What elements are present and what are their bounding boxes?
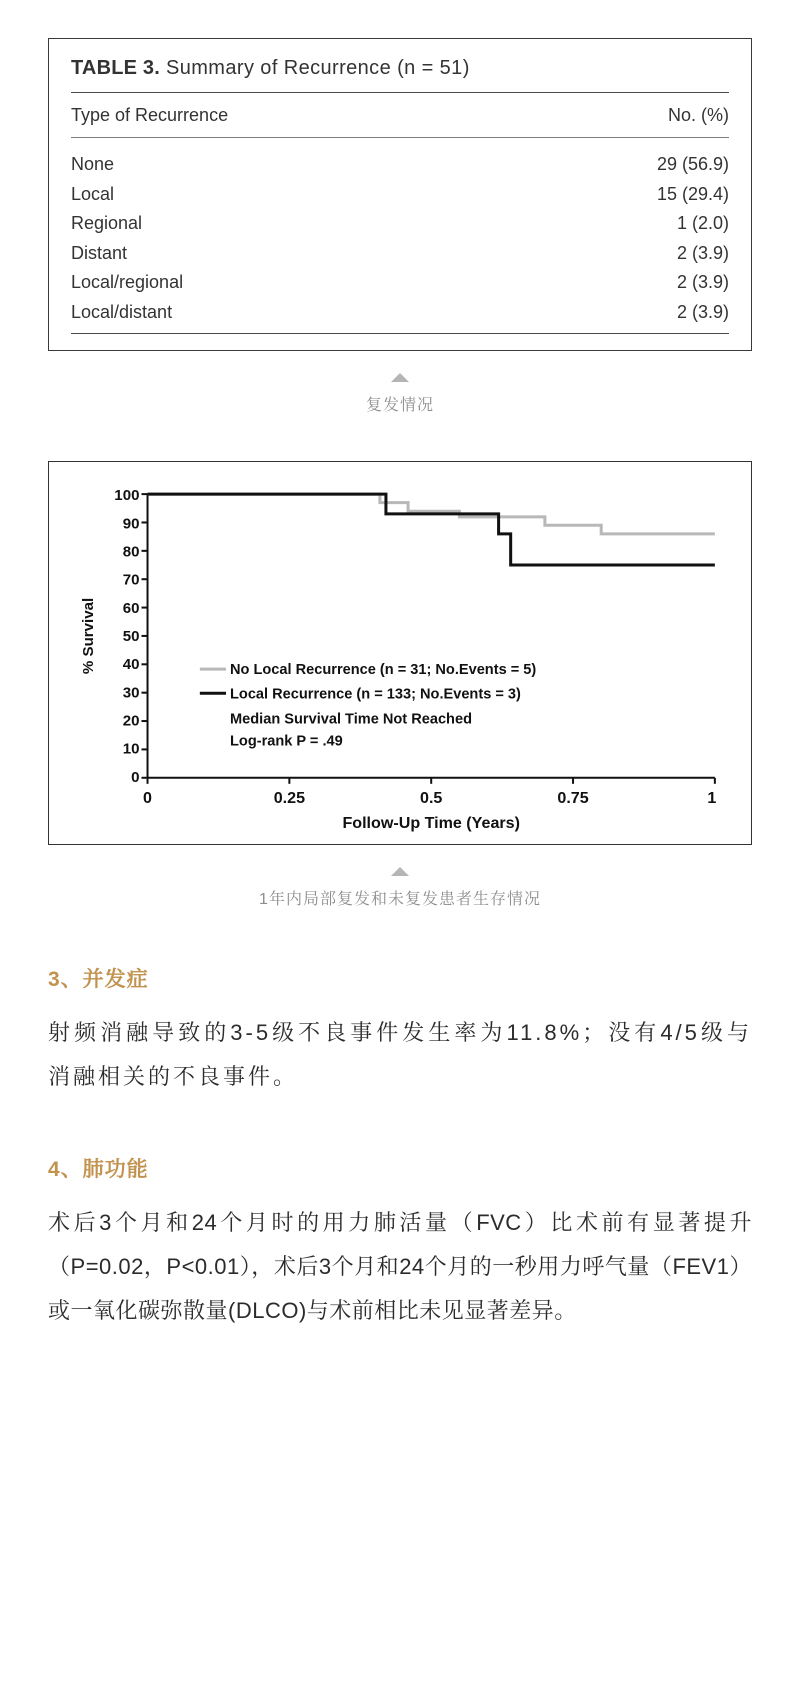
svg-text:0.5: 0.5 [420, 789, 443, 808]
svg-text:30: 30 [122, 684, 140, 702]
cell-type: Regional [71, 213, 143, 234]
table-row [71, 209, 729, 239]
table-title [71, 57, 729, 92]
cell-value: 2 (3.9) [676, 301, 729, 322]
svg-text:90: 90 [122, 515, 140, 533]
cell-type: Local/distant [71, 301, 173, 322]
section-lung-function [48, 1153, 752, 1333]
table-title-rest: Summary of Recurrence (n = 51) [160, 57, 470, 79]
column-header-type: Type of Recurrence [71, 105, 229, 125]
svg-text:0: 0 [131, 769, 140, 787]
triangle-up-icon [391, 867, 409, 876]
section-complications [48, 963, 752, 1099]
svg-text:70: 70 [122, 571, 140, 589]
table-caption-wrap [48, 373, 752, 415]
cell-value: 29 (56.9) [656, 154, 729, 174]
table-row [71, 150, 729, 180]
cell-value: 15 (29.4) [656, 183, 729, 204]
svg-text:20: 20 [122, 712, 140, 730]
section-heading: 4、肺功能 [48, 1158, 149, 1182]
x-axis-title: Follow-Up Time (Years) [342, 814, 520, 833]
table-3-card [48, 38, 752, 351]
y-tick-labels [114, 487, 139, 786]
survival-chart-card [48, 461, 752, 845]
x-tick-labels [143, 789, 716, 807]
annotation-log-rank: Log-rank P = .49 [230, 733, 343, 750]
cell-type: Local [71, 183, 115, 204]
series-local-recurrence [148, 494, 715, 565]
cell-value: 1 (2.0) [676, 213, 729, 234]
svg-text:0.25: 0.25 [273, 789, 306, 808]
triangle-up-icon [391, 373, 409, 382]
svg-text:50: 50 [122, 628, 140, 646]
column-header-no: No. (%) [667, 105, 729, 125]
table-row [71, 268, 729, 298]
document-page [0, 38, 800, 1701]
table-row [71, 298, 729, 328]
svg-text:0.75: 0.75 [557, 789, 589, 808]
section-paragraph: 术后3个月和24个月时的用力肺活量（FVC）比术前有显著提升（P=0.02，P<0.01），术后3个月和24个月的一秒用力呼气量（FEV1）或一氧化碳弥散量(DLCO)与术前相比未见显著差异。 [48, 1210, 752, 1324]
table-body [71, 138, 729, 333]
svg-text:80: 80 [122, 543, 140, 561]
cell-value: 2 (3.9) [676, 242, 729, 263]
cell-type: None [71, 154, 115, 174]
chart-caption: 1年内局部复发和未复发患者生存情况 [259, 891, 541, 909]
table-rule-bottom [71, 333, 729, 334]
svg-text:10: 10 [122, 740, 140, 758]
svg-text:40: 40 [122, 656, 140, 674]
svg-text:100: 100 [114, 487, 140, 505]
svg-text:0: 0 [143, 789, 153, 808]
annotation-median-survival: Median Survival Time Not Reached [230, 711, 472, 728]
section-paragraph: 射频消融导致的3-5级不良事件发生率为11.8%；没有4/5级与消融相关的不良事件。 [48, 1020, 752, 1090]
table-header-row [71, 93, 729, 137]
svg-text:1: 1 [707, 789, 717, 808]
chart-caption-wrap [48, 867, 752, 909]
section-heading: 3、并发症 [48, 968, 149, 992]
cell-type: Local/regional [71, 272, 184, 293]
y-axis-title: % Survival [80, 598, 98, 675]
table-title-label: TABLE 3. [71, 57, 161, 79]
legend-label-local-recurrence: Local Recurrence (n = 133; No.Events = 3) [230, 686, 521, 703]
table-row [71, 180, 729, 210]
cell-value: 2 (3.9) [676, 272, 729, 293]
cell-type: Distant [71, 242, 128, 263]
table-caption: 复发情况 [365, 397, 434, 415]
legend-label-no-local-recurrence: No Local Recurrence (n = 31; No.Events = 5) [230, 662, 537, 679]
table-row [71, 239, 729, 269]
chart-legend [200, 662, 537, 749]
survival-chart [59, 476, 735, 834]
svg-text:60: 60 [122, 600, 140, 618]
